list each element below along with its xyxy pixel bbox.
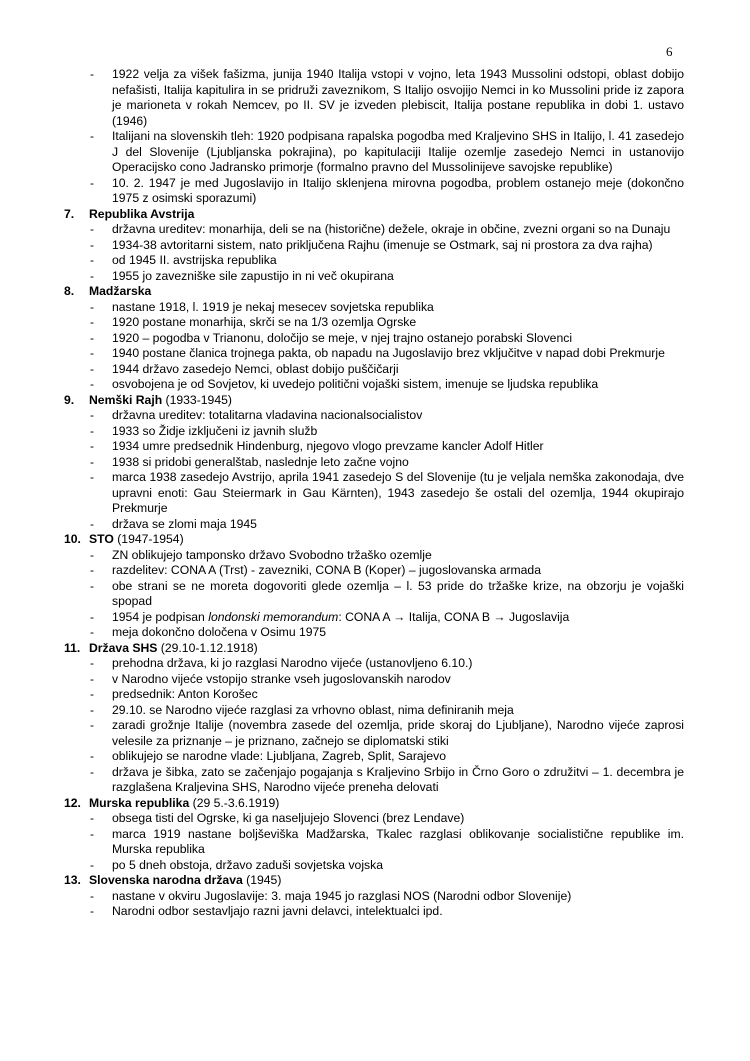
list-item-text: državna ureditev: totalitarna vladavina nacionalsocialistov <box>112 408 423 422</box>
intro-list <box>64 67 684 207</box>
section-heading <box>64 641 684 657</box>
section-heading <box>64 796 684 812</box>
list-item-text: 1944 državo zasedejo Nemci, oblast dobijo puščičarji <box>112 361 399 376</box>
list-item <box>64 563 684 579</box>
list-item-text: 1934-38 avtoritarni sistem, nato priključena Rajhu (imenuje se Ostmark, saj ni prostora za dva rajha) <box>112 237 653 252</box>
list-item <box>64 827 684 858</box>
section-subtitle: (1933-1945) <box>162 392 232 407</box>
list-item-text: obsega tisti del Ogrske, ki ga naseljujejo Slovenci (brez Lendave) <box>112 811 465 825</box>
bullet-dash: - <box>90 439 95 453</box>
list-item <box>64 315 684 331</box>
list-item <box>64 703 684 719</box>
list-item <box>64 687 684 703</box>
list-item <box>64 269 684 285</box>
list-item <box>64 858 684 874</box>
bullet-dash: - <box>90 671 95 686</box>
list-item <box>64 129 684 176</box>
list-item <box>64 889 684 905</box>
list-item <box>64 362 684 378</box>
section-subtitle: (29.10-1.12.1918) <box>157 640 258 655</box>
list-item-text: meja dokončno določena v Osimu 1975 <box>112 625 327 639</box>
bullet-dash: - <box>90 563 95 577</box>
list-item <box>64 67 684 129</box>
bullet-dash: - <box>90 253 95 267</box>
section-subtitle: (1947-1954) <box>113 532 184 546</box>
section-heading <box>64 393 684 409</box>
list-item-text: 1920 – pogodba v Trianonu, določijo se meje, v njej trajno ostanejo porabski Slovenci <box>112 330 573 345</box>
list-item-text: 1940 postane članica trojnega pakta, ob napadu na Jugoslavijo brez vključitve v napad dobi Prekmurje <box>112 346 665 360</box>
section-title: STO <box>89 532 114 546</box>
section-heading <box>64 532 684 548</box>
list-item <box>64 176 684 207</box>
bullet-dash: - <box>90 811 95 825</box>
bullet-dash: - <box>90 423 95 438</box>
list-item-text: po 5 dneh obstoja, državo zaduši sovjetska vojska <box>112 857 383 872</box>
list-item-text: država je šibka, zato se začenjajo pogajanja s Kraljevino Srbijo in Črno Goro o združitvi – 1. decembra je razglašena Kraljevina SHS, Narodno vijeće preneha delovati <box>112 764 684 794</box>
memo-italic: londonski memorandum <box>208 609 339 624</box>
list-item <box>64 331 684 347</box>
bullet-dash: - <box>90 547 95 562</box>
bullet-dash: - <box>90 361 95 376</box>
list-item-text: oblikujejo se narodne vlade: Ljubljana, Zagreb, Split, Sarajevo <box>112 749 447 763</box>
bullet-dash: - <box>90 237 95 252</box>
list-item-text: 1934 umre predsednik Hindenburg, njegovo vlogo prevzame kancler Adolf Hitler <box>112 439 544 453</box>
section-subtitle: (29 5.-3.6.1919) <box>189 795 280 810</box>
list-item <box>64 904 684 920</box>
list-item <box>64 424 684 440</box>
list-item-text: v Narodno vijeće vstopijo stranke vseh jugoslovanskih narodov <box>112 671 451 686</box>
section-title: Država SHS <box>89 640 158 655</box>
section-number: 10. <box>64 532 81 546</box>
list-item-text: država se zlomi maja 1945 <box>112 516 257 531</box>
list-item-text: 10. 2. 1947 je med Jugoslavijo in Italijo sklenjena mirovna pogodba, problem ostanejo meje (dokončno 1975 z osimski sporazumi) <box>112 175 684 205</box>
bullet-dash: - <box>90 764 95 779</box>
bullet-dash: - <box>90 625 95 639</box>
bullet-dash: - <box>90 702 95 717</box>
list-item-text: Italijani na slovenskih tleh: 1920 podpisana rapalska pogodba med Kraljevino SHS in Italijo, l. 41 zasedejo J del Slovenije (Ljubljanska pokrajina), po kapitulaciji Italije ozemlje zasedejo Nemci in ustanovijo Operacijsko cono Jadransko primorje (formalno pravno del Mussolinijeve savojske republike) <box>112 129 684 174</box>
bullet-dash: - <box>90 299 95 314</box>
list-item <box>64 346 684 362</box>
list-item-text: 1922 velja za višek fašizma, junija 1940 Italija vstopi v vojno, leta 1943 Mussolini odstopi, oblast dobijo nefašisti, Italija kapitulira in se pridruži zaveznikom, S Italijo osvojijo Nemci in ko Mussolini pride iz zapora je marioneta v rokah Nemcev, po II. SV je izveden plebiscit, Italija postane republika in dobi 1. ustavo (1946) <box>112 67 684 128</box>
list-item <box>64 672 684 688</box>
bullet-dash: - <box>90 346 95 360</box>
document-body <box>64 67 684 920</box>
section-number: 8. <box>64 284 75 298</box>
section-number: 11. <box>64 640 81 655</box>
list-item-text: Narodni odbor sestavljajo razni javni delavci, intelektualci ipd. <box>112 904 443 918</box>
list-item-text: 29.10. se Narodno vijeće razglasi za vrhovno oblast, nima definiranih meja <box>112 702 514 717</box>
bullet-dash: - <box>90 749 95 763</box>
bullet-dash: - <box>90 315 95 329</box>
list-item <box>64 377 684 393</box>
section-title: Republika Avstrija <box>89 206 195 221</box>
section-heading <box>64 284 684 300</box>
bullet-dash: - <box>90 454 95 469</box>
list-item-text: marca 1919 nastane boljševiška Madžarska, Tkalec razglasi oblikovanje socialistične republike im. Murska republika <box>112 826 684 856</box>
memo-before: 1954 je podpisan <box>112 609 209 624</box>
section-number: 13. <box>64 873 81 887</box>
list-item <box>64 548 684 564</box>
list-item <box>64 749 684 765</box>
bullet-dash: - <box>90 826 95 841</box>
list-item-text: nastane v okviru Jugoslavije: 3. maja 1945 jo razglasi NOS (Narodni odbor Slovenije) <box>112 888 572 903</box>
section-number: 9. <box>64 392 75 407</box>
section-heading <box>64 207 684 223</box>
list-item <box>64 439 684 455</box>
list-item-text: predsednik: Anton Korošec <box>112 687 258 701</box>
memo-after: : CONA A → Italija, CONA B → Jugoslavija <box>338 609 570 624</box>
list-item-text: obe strani se ne moreta dogovoriti glede ozemlja – l. 53 pride do tržaške krize, na obzorju je vojaški spopad <box>112 578 684 608</box>
bullet-dash: - <box>90 330 95 345</box>
section-title: Nemški Rajh <box>89 392 163 407</box>
list-item <box>64 300 684 316</box>
list-item <box>64 765 684 796</box>
bullet-dash: - <box>90 175 95 190</box>
bullet-dash: - <box>90 377 95 391</box>
bullet-dash: - <box>90 578 95 593</box>
list-item-text: 1938 si pridobi generalštab, naslednje leto začne vojno <box>112 454 409 469</box>
bullet-dash: - <box>90 687 95 701</box>
list-item <box>64 656 684 672</box>
list-item <box>64 222 684 238</box>
list-item <box>64 253 684 269</box>
list-item-text: nastane 1918, l. 1919 je nekaj mesecev sovjetska republika <box>112 299 434 314</box>
bullet-dash: - <box>90 656 95 670</box>
section-number: 12. <box>64 795 81 810</box>
bullet-dash: - <box>90 516 95 531</box>
list-item-text: ZN oblikujejo tamponsko državo Svobodno tržaško ozemlje <box>112 547 432 562</box>
bullet-dash: - <box>90 222 95 236</box>
section-title: Madžarska <box>89 284 152 298</box>
section-title: Murska republika <box>89 795 190 810</box>
list-item <box>64 718 684 749</box>
list-item <box>64 610 684 626</box>
bullet-dash: - <box>90 470 95 484</box>
list-item-text: prehodna država, ki jo razglasi Narodno vijeće (ustanovljeno 6.10.) <box>112 656 473 670</box>
list-item <box>64 455 684 471</box>
bullet-dash: - <box>90 857 95 872</box>
list-item <box>64 238 684 254</box>
list-item-text: od 1945 II. avstrijska republika <box>112 253 277 267</box>
section-number: 7. <box>64 206 75 221</box>
bullet-dash: - <box>90 609 95 624</box>
list-item-text: 1955 jo zavezniške sile zapustijo in ni več okupirana <box>112 268 394 283</box>
bullet-dash: - <box>90 408 95 422</box>
bullet-dash: - <box>90 67 95 81</box>
bullet-dash: - <box>90 904 95 918</box>
section-heading <box>64 873 684 889</box>
list-item-text: zaradi grožnje Italije (novembra zasede del ozemlja, pride skoraj do Ljubljane), Narodno vijeće zaprosi velesile za priznanje – je priznano, začnejo se diplomatski stiki <box>112 718 684 748</box>
list-item-text: državna ureditev: monarhija, deli se na (historične) dežele, okraje in občine, zvezni organi so na Dunaju <box>112 222 671 236</box>
page-number: 6 <box>666 44 673 59</box>
bullet-dash: - <box>90 268 95 283</box>
bullet-dash: - <box>90 129 95 143</box>
list-item-text: razdelitev: CONA A (Trst) - zavezniki, CONA B (Koper) – jugoslovanska armada <box>112 563 541 577</box>
list-item <box>64 811 684 827</box>
bullet-dash: - <box>90 718 95 732</box>
list-item <box>64 579 684 610</box>
list-item-text: 1920 postane monarhija, skrči se na 1/3 ozemlja Ogrske <box>112 315 417 329</box>
list-item-text: 1933 so Židje izključeni iz javnih služb <box>112 423 318 438</box>
list-item <box>64 408 684 424</box>
list-item <box>64 625 684 641</box>
list-item-text: marca 1938 zasedejo Avstrijo, aprila 1941 zasedejo S del Slovenije (tu je veljala nemška zakonodaja, dve upravni enoti: Gau Steiermark in Gau Kärnten), 1943 zasedejo še ostali del ozemlja, 1944 okupirajo Prekmurje <box>112 470 684 515</box>
section-title: Slovenska narodna država <box>89 873 243 887</box>
section-subtitle: (1945) <box>242 873 282 887</box>
list-item <box>64 517 684 533</box>
list-item <box>64 470 684 517</box>
list-item-text: osvobojena je od Sovjetov, ki uvedejo politični vojaški sistem, imenuje se ljudska republika <box>112 377 599 391</box>
bullet-dash: - <box>90 888 95 903</box>
